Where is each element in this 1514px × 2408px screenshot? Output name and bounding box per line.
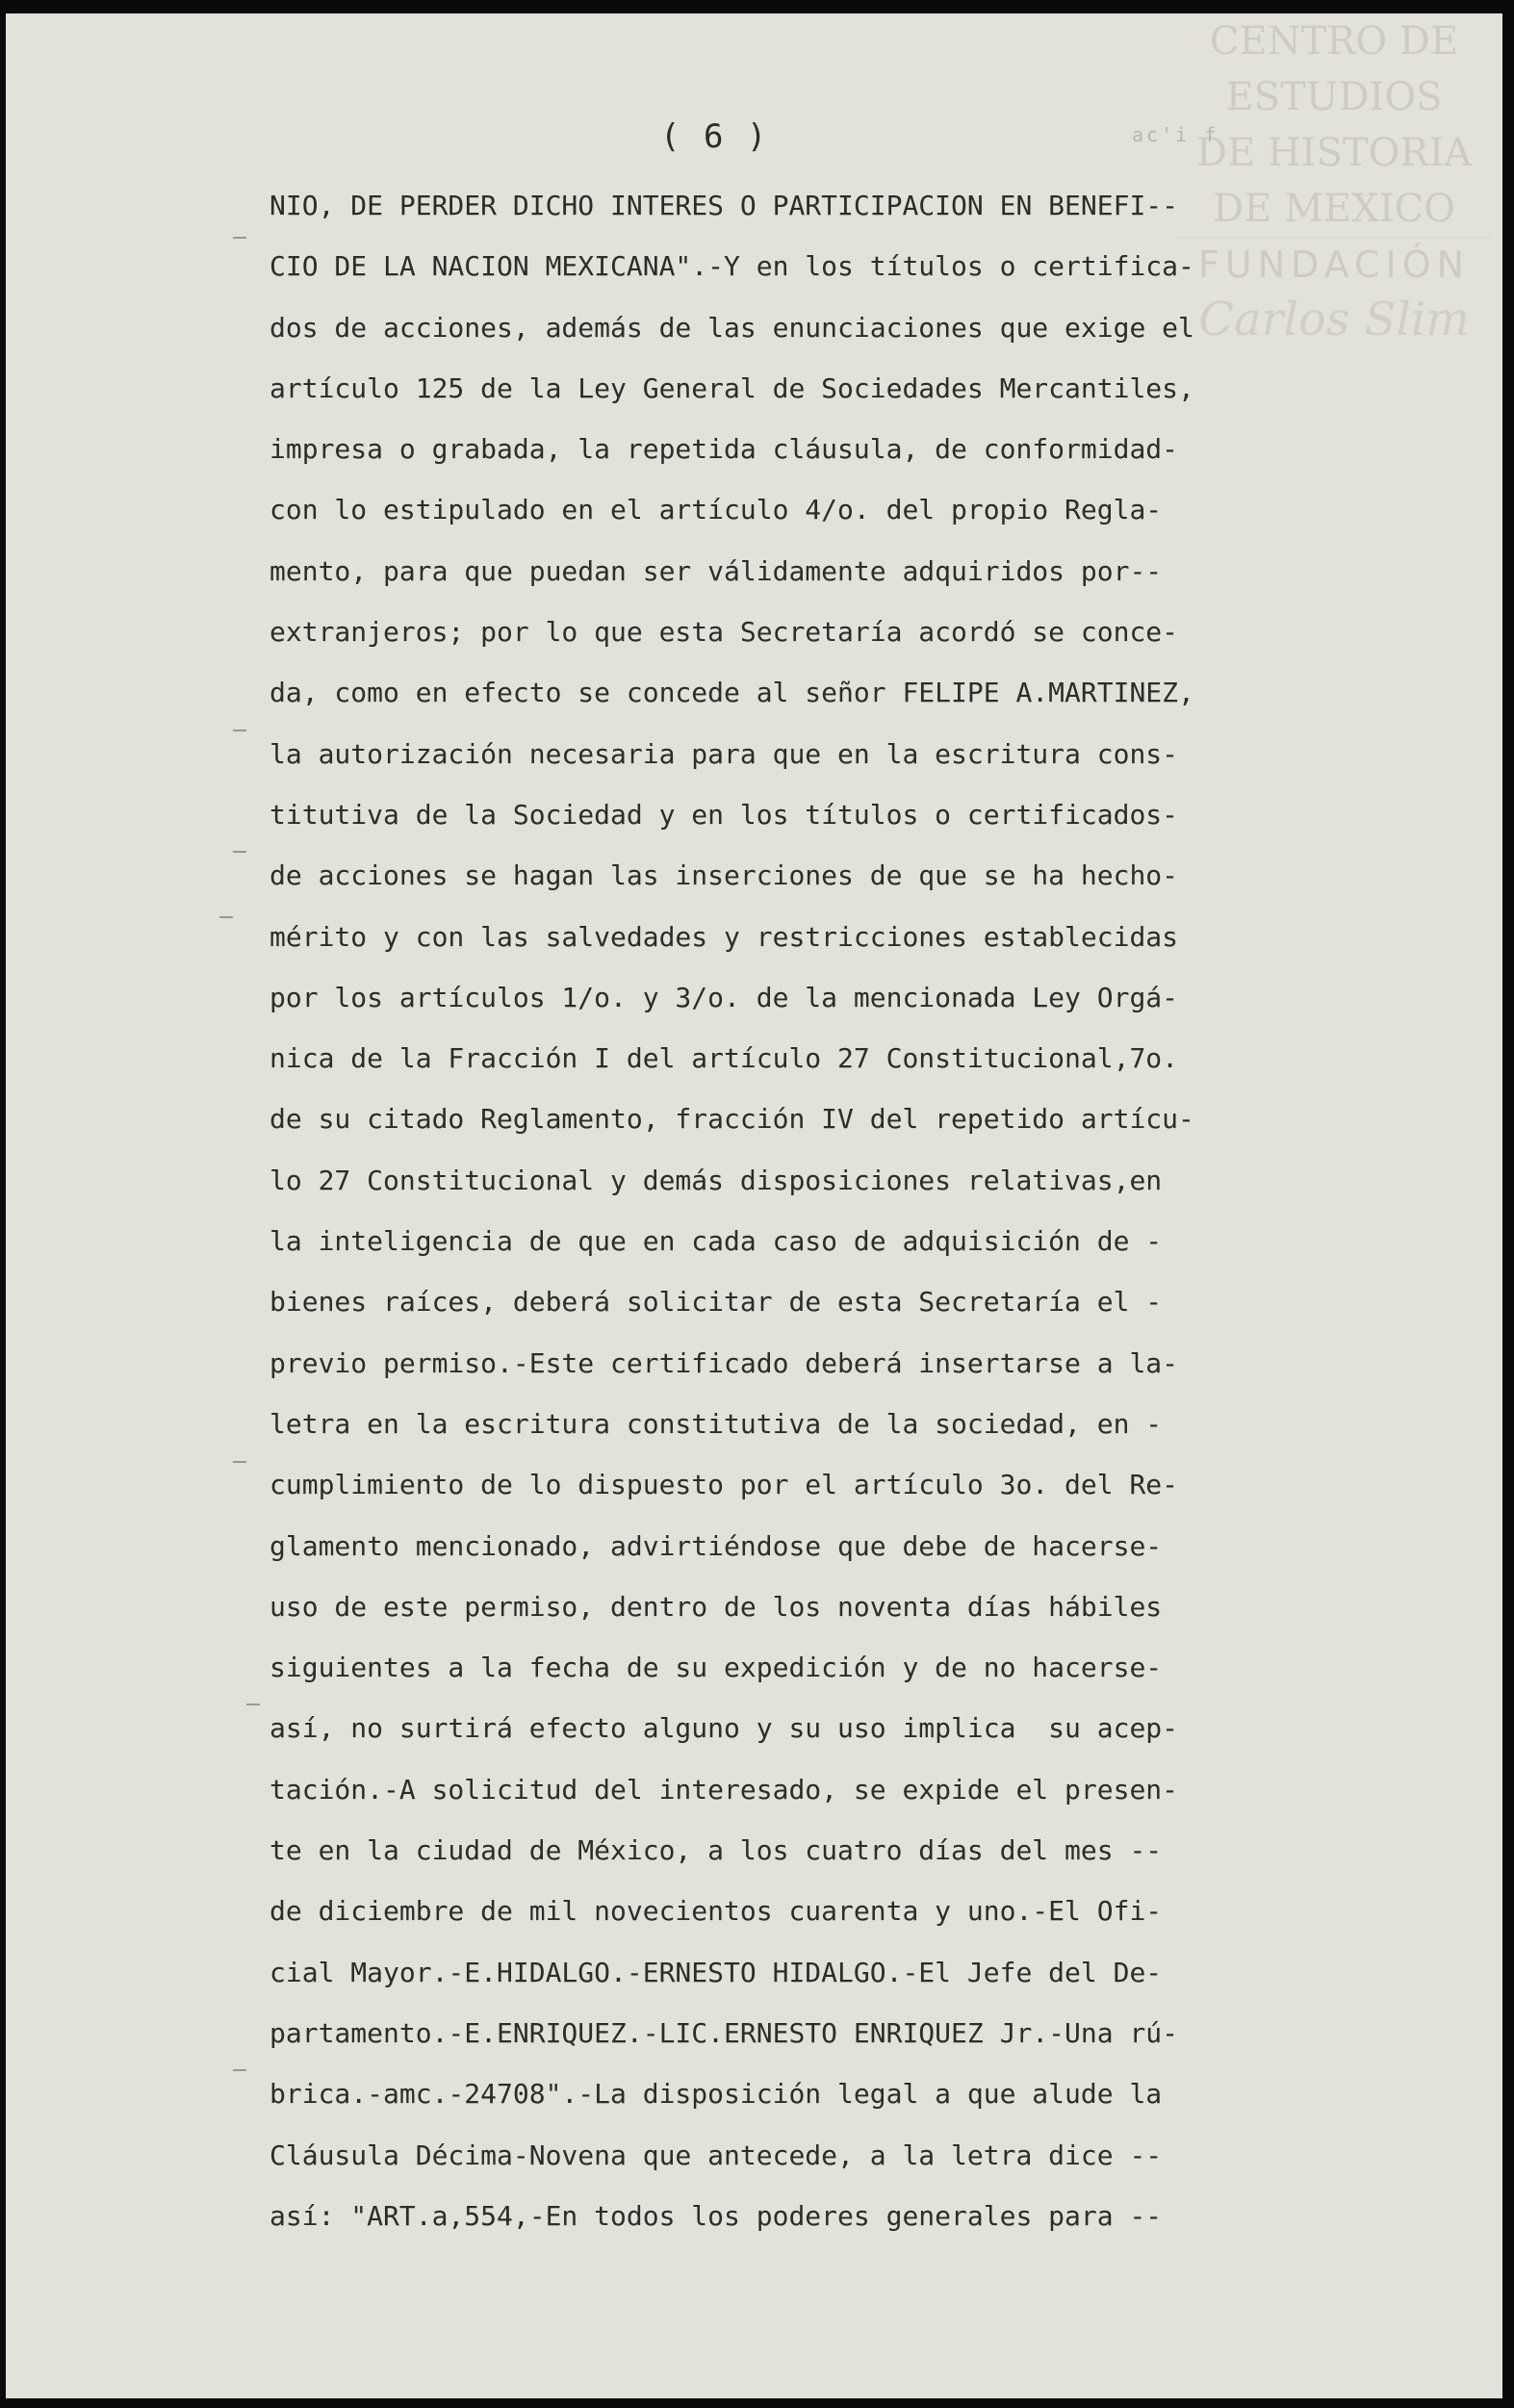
margin-tick <box>233 2069 246 2071</box>
document-page <box>6 13 1502 2398</box>
text-line: brica.-amc.-24708".-La disposición legal a que alude la <box>269 2078 1163 2111</box>
text-line: así: "ART.a,554,-En todos los poderes generales para -- <box>269 2199 1163 2232</box>
text-line: impresa o grabada, la repetida cláusula, de conformidad- <box>269 433 1179 466</box>
text-line: Cláusula Décima-Novena que antecede, a la letra dice -- <box>269 2139 1163 2171</box>
margin-tick <box>233 730 246 731</box>
text-line: tación.-A solicitud del interesado, se expide el presen- <box>269 1773 1179 1806</box>
text-line: nica de la Fracción I del artículo 27 Constitucional,7o. <box>269 1042 1179 1075</box>
margin-tick <box>219 916 233 918</box>
text-line: letra en la escritura constitutiva de la sociedad, en - <box>269 1407 1163 1440</box>
text-line: siguientes a la fecha de su expedición y de no hacerse- <box>269 1652 1163 1684</box>
text-line: glamento mencionado, advirtiéndose que debe de hacerse- <box>269 1529 1163 1562</box>
corner-mark: ac'i f <box>1132 123 1219 146</box>
text-line: extranjeros; por lo que esta Secretaría acordó se conce- <box>269 616 1179 649</box>
text-line: CIO DE LA NACION MEXICANA".-Y en los títulos o certifica- <box>269 250 1194 283</box>
text-line: de su citado Reglamento, fracción IV del repetido artícu- <box>269 1103 1194 1136</box>
text-line: partamento.-E.ENRIQUEZ.-LIC.ERNESTO ENRIQUEZ Jr.-Una rú- <box>269 2016 1179 2049</box>
text-line: bienes raíces, deberá solicitar de esta Secretaría el - <box>269 1286 1163 1319</box>
watermark-line: DE MEXICO <box>1213 187 1455 231</box>
text-line: de diciembre de mil novecientos cuarenta y uno.-El Ofi- <box>269 1895 1163 1928</box>
document-body <box>269 175 1309 2246</box>
text-line: cumplimiento de lo dispuesto por el artículo 3o. del Re- <box>269 1469 1179 1501</box>
text-line: cial Mayor.-E.HIDALGO.-ERNESTO HIDALGO.-El Jefe del De- <box>269 1956 1163 1988</box>
text-line: da, como en efecto se concede al señor FELIPE A.MARTINEZ, <box>269 677 1194 709</box>
text-line: dos de acciones, además de las enunciaciones que exige el <box>269 311 1194 344</box>
page-number: ( 6 ) <box>660 117 769 156</box>
text-line: te en la ciudad de México, a los cuatro días del mes -- <box>269 1834 1163 1867</box>
text-line: la inteligencia de que en cada caso de adquisición de - <box>269 1225 1163 1258</box>
watermark-foundation: FUNDACIÓN <box>1175 237 1493 292</box>
text-line: así, no surtirá efecto alguno y su uso implica su acep- <box>269 1712 1179 1745</box>
text-line: mento, para que puedan ser válidamente adquiridos por-- <box>269 554 1163 587</box>
text-line: artículo 125 de la Ley General de Sociedades Mercantiles, <box>269 371 1194 404</box>
margin-tick <box>233 1461 246 1463</box>
text-line: con lo estipulado en el artículo 4/o. del propio Regla- <box>269 494 1163 526</box>
margin-tick <box>233 237 246 239</box>
text-line: titutiva de la Sociedad y en los títulos o certificados- <box>269 798 1179 831</box>
text-line: NIO, DE PERDER DICHO INTERES O PARTICIPACION EN BENEFI-- <box>269 190 1179 221</box>
watermark-line: CENTRO DE <box>1209 19 1459 64</box>
text-line: la autorización necesaria para que en la escritura cons- <box>269 737 1179 770</box>
margin-tick <box>246 1704 260 1705</box>
text-line: por los artículos 1/o. y 3/o. de la mencionada Ley Orgá- <box>269 981 1179 1013</box>
text-line: uso de este permiso, dentro de los noventa días hábiles <box>269 1590 1163 1623</box>
watermark-line: DE HISTORIA <box>1195 131 1473 175</box>
watermark-signature: Carlos Slim <box>1198 293 1470 346</box>
text-line: lo 27 Constitucional y demás disposiciones relativas,en <box>269 1164 1163 1196</box>
watermark-line: ESTUDIOS <box>1225 75 1443 119</box>
text-line: mérito y con las salvedades y restricciones establecidas <box>269 920 1179 953</box>
text-line: previo permiso.-Este certificado deberá insertarse a la- <box>269 1346 1179 1379</box>
margin-tick <box>233 851 246 853</box>
text-line: de acciones se hagan las inserciones de que se ha hecho- <box>269 859 1179 892</box>
